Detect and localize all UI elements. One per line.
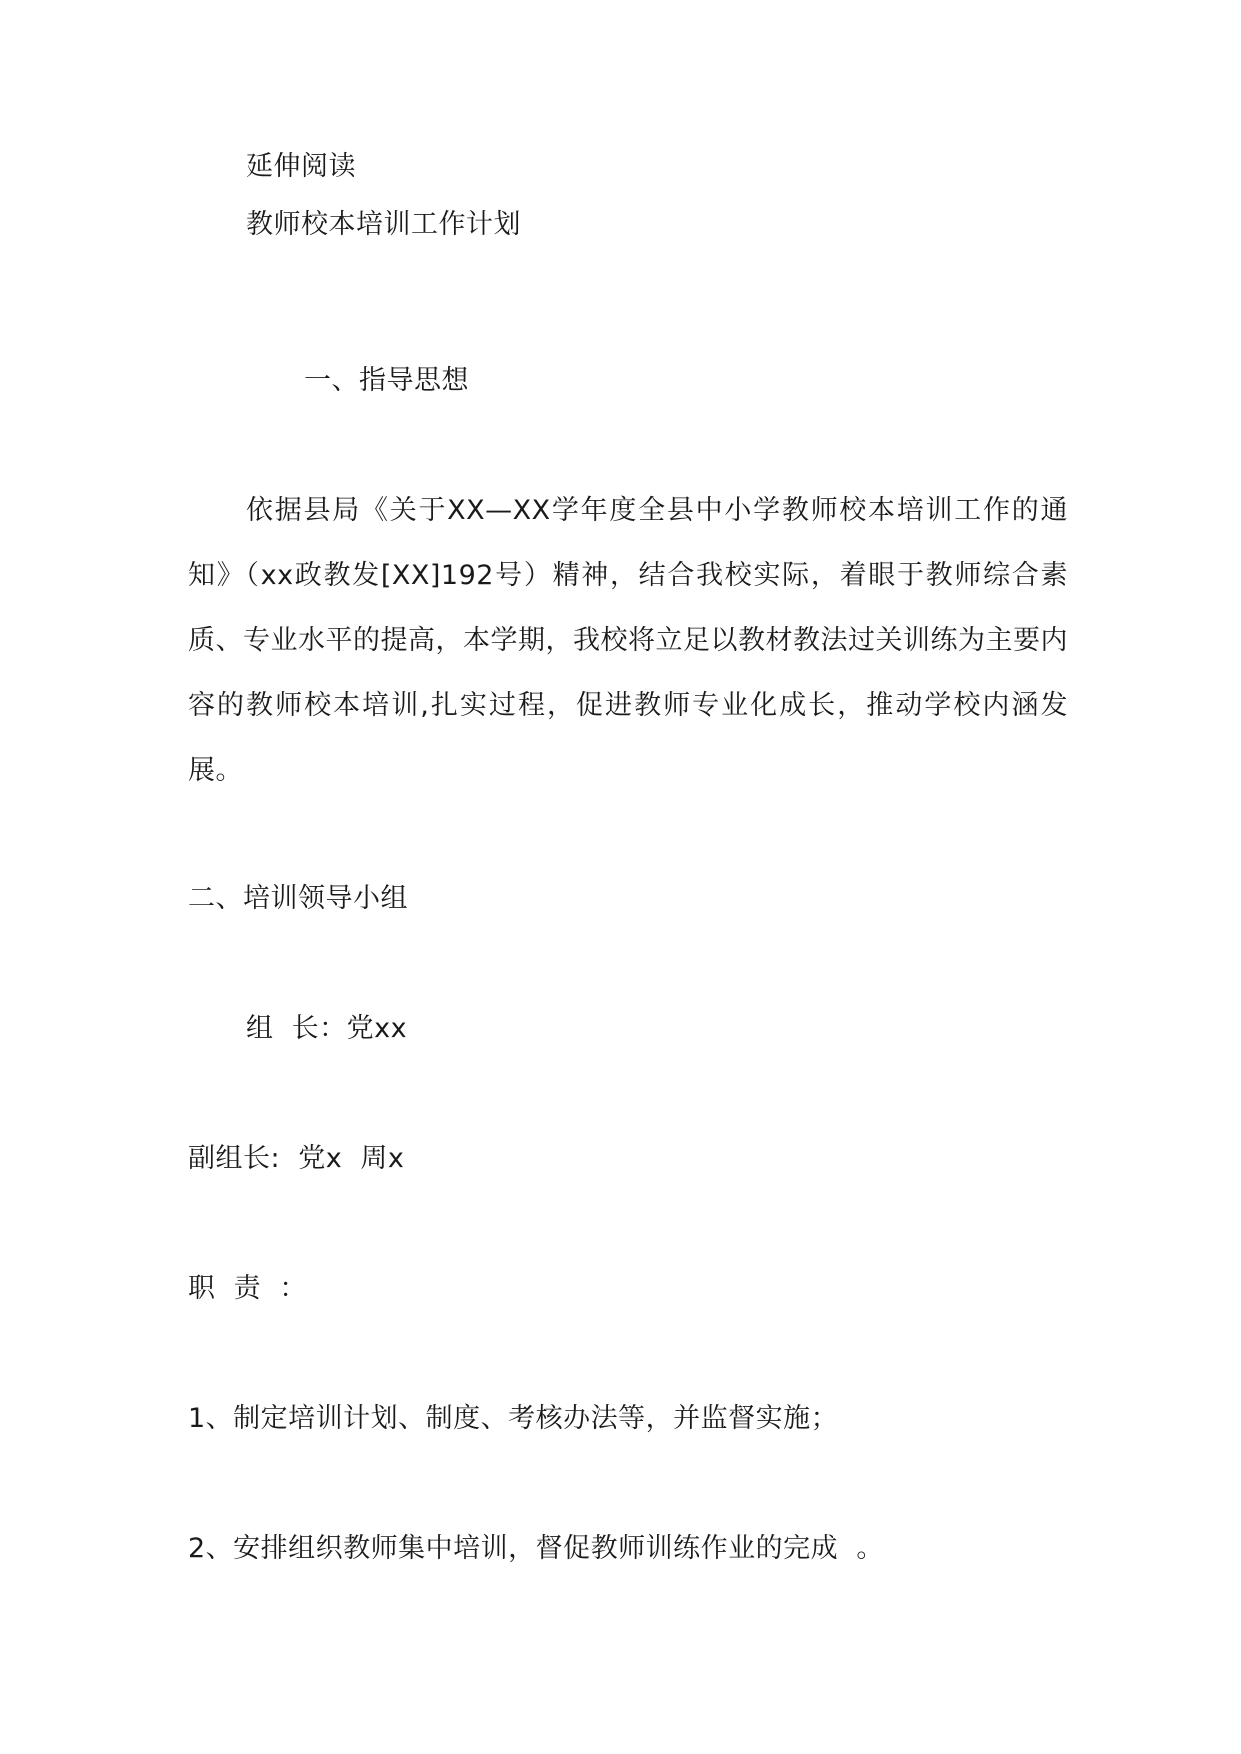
duty-item-2: 2、安排组织教师集中培训，督促教师训练作业的完成 。 [188,1533,884,1564]
section-1-paragraph: 依据县局《关于XX—XX学年度全县中小学教师校本培训工作的通知》（xx政教发[XX]192号）精神，结合我校实际，着眼于教师综合素质、专业水平的提高，本学期，我校将立足以教材教法过关训练为主要内容的教师校本培训,扎实过程，促进教师专业化成长，推动学校内涵发展。 [188,495,1068,786]
extended-reading-label: 延伸阅读 [246,151,356,182]
deputy-leader-line: 副组长: 党x 周x [188,1143,405,1174]
section-2-heading: 二、培训领导小组 [188,883,408,914]
section-1-heading: 一、指导思想 [304,365,469,396]
duties-label: 职 责 ： [188,1273,307,1304]
group-leader-line: 组 长：党xx [246,1013,408,1044]
document-title: 教师校本培训工作计划 [246,209,521,240]
duty-item-1: 1、制定培训计划、制度、考核办法等，并监督实施； [188,1403,839,1434]
